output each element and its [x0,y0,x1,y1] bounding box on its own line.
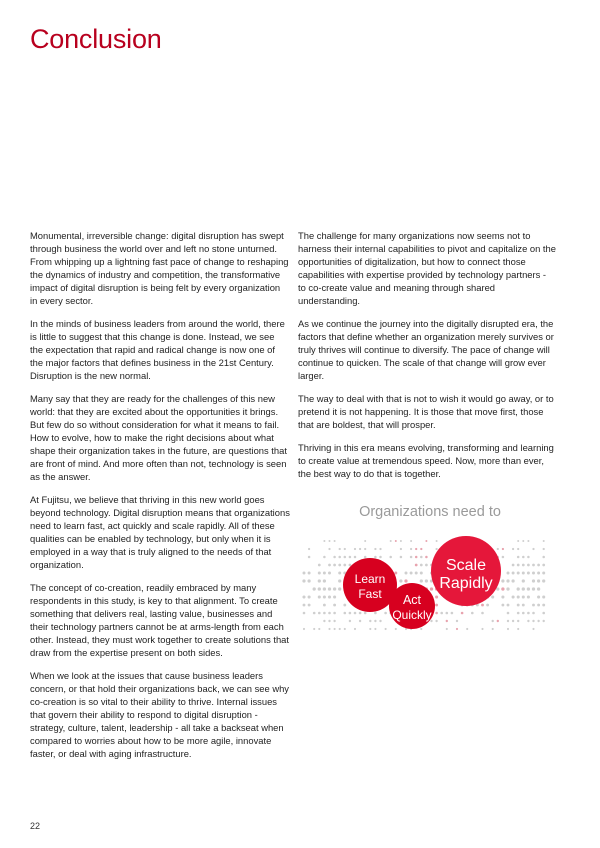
paragraph: In the minds of business leaders from around the world, there is little to suggest that this change is done. Instead, we see the expectation that rapid and radical change is now one of the major factors that defines business in the 21st Century. Disruption is the new normal. [30,318,285,381]
rapidly-label: Rapidly [439,575,493,592]
halftone-dot [542,556,545,559]
halftone-dot [501,595,504,598]
halftone-dot [323,595,326,598]
halftone-dot [471,612,474,615]
halftone-dot [338,564,341,567]
halftone-dot [334,540,336,542]
halftone-dot [517,587,520,590]
halftone-dot [338,572,341,575]
halftone-dot [532,620,534,622]
left-column [30,229,290,770]
halftone-dot [451,612,454,615]
halftone-dot [395,540,397,542]
halftone-dot [303,604,306,607]
halftone-dot [501,579,504,582]
halftone-dot [527,572,530,575]
halftone-dot [522,612,525,615]
paragraph: At Fujitsu, we believe that thriving in this new world goes beyond technology. Digital disruption means that organizations need to learn fast, act quickly and scale rapidly. All of these qualities can be enabled by technology, but only when it is employed in a way that is truly aligned to the needs of that organization. [30,494,290,570]
halftone-dot [461,612,464,615]
halftone-dot [354,628,356,630]
halftone-dot [537,595,540,598]
halftone-dot [542,604,545,607]
halftone-dot [543,620,545,622]
figure-title: Organizations need to [359,504,501,520]
halftone-dot [374,556,377,559]
paragraph: Many say that they are ready for the challenges of this new world: that they are excited about the opportunities it brings. But few do so without consideration for what it means to fail. How to evolve, how to make the right decisions about what shape their organization takes in the future, are questions that are front of mind. And more often than not, technology is seen as the answer. [30,393,287,482]
halftone-dot [425,540,427,542]
halftone-dot [344,628,346,630]
halftone-dot [354,612,357,615]
halftone-dot [456,620,458,622]
halftone-dot [445,612,448,615]
halftone-dot [517,628,519,630]
halftone-dot [466,628,468,630]
halftone-dot [527,587,530,590]
halftone-dot [542,595,545,598]
halftone-dot [420,628,422,630]
halftone-dot [303,612,306,615]
halftone-dot [537,564,540,567]
halftone-dot [517,612,520,615]
halftone-dot [481,612,484,615]
halftone-dot [328,548,330,550]
halftone-dot [302,579,305,582]
halftone-dot [410,572,413,575]
halftone-dot [338,579,341,582]
halftone-dot [435,620,437,622]
halftone-dot [511,579,514,582]
halftone-dot [385,628,387,630]
halftone-dot [537,604,540,607]
halftone-dot [318,628,320,630]
halftone-dot [542,564,545,567]
halftone-dot [507,572,510,575]
halftone-dot [333,612,336,615]
halftone-dot [502,548,504,550]
halftone-dot [527,595,530,598]
halftone-dot [318,579,321,582]
halftone-dot [302,595,305,598]
halftone-dot [527,540,529,542]
halftone-dot [359,620,361,622]
halftone-dot [420,548,422,550]
halftone-dot [318,595,321,598]
halftone-dot [410,548,412,550]
halftone-dot [522,579,525,582]
halftone-dot [395,628,397,630]
halftone-dot [328,595,331,598]
halftone-dot [379,620,381,622]
halftone-dot [522,556,525,559]
halftone-dot [323,612,326,615]
halftone-dot [415,564,418,567]
halftone-dot [517,572,520,575]
halftone-dot [527,556,530,559]
halftone-dot [374,612,377,615]
halftone-dot [333,556,336,559]
halftone-dot [308,595,311,598]
halftone-dot [334,628,336,630]
halftone-dot [404,579,407,582]
halftone-dot [328,620,330,622]
halftone-dot [542,572,545,575]
paragraph: Thriving in this era means evolving, transforming and learning to create value at tremendous speed. Now, more than ever, the best way to do that is together. [298,442,554,479]
halftone-dot [532,628,534,630]
halftone-dot [492,628,494,630]
halftone-dot [517,564,520,567]
halftone-dot [481,628,483,630]
halftone-dot [501,604,504,607]
quickly-label: Quickly [392,608,432,622]
halftone-dot [323,604,326,607]
halftone-dot [435,604,438,607]
halftone-dot [446,620,448,622]
circle-learn-fast [343,558,397,612]
halftone-dot [415,556,418,559]
halftone-dot [364,540,366,542]
halftone-dot [410,556,413,559]
right-column [298,229,556,490]
halftone-dot [543,548,545,550]
halftone-dot [507,612,510,615]
halftone-dot [308,548,310,550]
halftone-dot [436,540,438,542]
halftone-dot [425,556,428,559]
halftone-dot [440,612,443,615]
halftone-dot [522,572,525,575]
halftone-dot [517,556,520,559]
halftone-dot [537,579,540,582]
halftone-dot [456,628,458,630]
halftone-dot [359,612,362,615]
halftone-dot [379,556,382,559]
halftone-dot [512,572,515,575]
halftone-dot [415,572,418,575]
halftone-dot [512,620,514,622]
halftone-dot [517,540,519,542]
halftone-dot [313,612,316,615]
halftone-dot [328,628,330,630]
halftone-dot [420,579,423,582]
halftone-dot [344,556,347,559]
halftone-dot [502,556,505,559]
halftone-dot [481,604,484,607]
halftone-dot [328,587,331,590]
halftone-dot [364,556,367,559]
halftone-dot [323,540,325,542]
circle-act-quickly [389,583,435,629]
halftone-dot [435,595,438,598]
halftone-dot [399,579,402,582]
halftone-dot [522,540,524,542]
halftone-dot [435,548,437,550]
halftone-dot [339,548,341,550]
halftone-dot [522,564,525,567]
halftone-dot [328,564,331,567]
halftone-dot [512,595,515,598]
halftone-dot [537,620,539,622]
halftone-dot [308,572,311,575]
halftone-dot [303,572,306,575]
halftone-dot [543,540,545,542]
halftone-dot [333,595,336,598]
halftone-dot [323,572,326,575]
halftone-dot [425,579,428,582]
halftone-dot [497,620,499,622]
halftone-dot [328,540,330,542]
halftone-dot [527,620,529,622]
halftone-dot [400,540,402,542]
halftone-dot [410,540,412,542]
halftone-dot [323,620,325,622]
halftone-dot [333,604,336,607]
halftone-dot [400,556,403,559]
halftone-dot [338,587,341,590]
halftone-dot [522,604,525,607]
halftone-dot [507,620,509,622]
learn-label: Learn [354,572,386,586]
halftone-dot [497,548,499,550]
halftone-dot [374,548,376,550]
halftone-dot [308,604,311,607]
halftone-dot [354,556,357,559]
halftone-dot [303,628,305,630]
halftone-dot [323,556,326,559]
halftone-dot [333,620,335,622]
halftone-dot [420,564,423,567]
halftone-dot [522,595,525,598]
halftone-dot [374,620,376,622]
halftone-dot [374,628,376,630]
halftone-dot [389,556,392,559]
halftone-dot [344,548,346,550]
halftone-dot [492,620,494,622]
halftone-dot [313,628,315,630]
halftone-dot [400,548,402,550]
halftone-dot [318,572,321,575]
halftone-dot [390,540,392,542]
circle-scale-rapidly [431,536,501,606]
halftone-dot [501,587,504,590]
halftone-dot [512,548,514,550]
page-title: Conclusion [30,24,162,54]
halftone-dot [512,564,515,567]
halftone-dot [517,595,520,598]
halftone-dot [517,620,519,622]
act-label: Act [402,593,422,607]
halftone-dot [507,604,510,607]
halftone-dot [354,548,356,550]
halftone-dot [435,612,438,615]
halftone-dot [446,628,448,630]
halftone-dot [349,620,351,622]
halftone-dot [537,587,540,590]
paragraph: Monumental, irreversible change: digital disruption has swept through business the world over and left no stone unturned. From whipping up a lightning fast pace of change to reshaping the dynamics of industry and competition, the transformative impact of digital disruption is being felt by every organization in every sector. [30,230,289,306]
halftone-dot [369,628,371,630]
halftone-dot [364,612,367,615]
halftone-dot [369,620,371,622]
halftone-dot [318,564,321,567]
halftone-dot [379,548,381,550]
paragraph: As we continue the journey into the digitally disrupted era, the factors that define whether an organization merely survives or truly thrives will continue to diversify. The pace of change will continue to quicken. The scale of that change will grow ever larger. [298,318,554,381]
halftone-dot [532,548,534,550]
halftone-dot [343,564,346,567]
paragraph: The concept of co-creation, readily embraced by many respondents in this study, is key to that alignment. To create something that delivers real, lasting value, businesses and their technology partners cannot be at arms-length from each other. Instead, they must work together to create solutions that draw from the expertise present on both sides. [30,582,289,658]
halftone-dot [532,564,535,567]
paragraph: The way to deal with that is not to wish it would go away, or to pretend it is not happening. It is those that move first, those that are boldest, that will prosper. [298,393,554,430]
halftone-dot [532,612,535,615]
halftone-dot [328,612,331,615]
halftone-dot [323,587,326,590]
page-number: 22 [30,821,41,831]
halftone-dot [328,572,331,575]
halftone-dot [307,579,310,582]
halftone-dot [333,564,336,567]
halftone-dot [532,604,535,607]
halftone-dot [333,587,336,590]
halftone-dot [308,556,311,559]
halftone-dot [537,572,540,575]
halftone-dot [491,595,494,598]
halftone-dot [420,556,423,559]
halftone-dot [343,612,346,615]
halftone-dot [313,587,316,590]
halftone-dot [364,548,366,550]
halftone-dot [430,587,433,590]
halftone-dot [522,587,525,590]
halftone-dot [486,604,489,607]
halftone-dot [318,587,321,590]
halftone-dot [384,612,387,615]
organizations-figure [300,527,550,647]
paragraph: When we look at the issues that cause business leaders concern, or that hold their organizations back, we can see why co-creation is so vital to their ability to thrive. Internal issues that govern their ability to respond to digital disruption - strategy, culture, talent, leadership - all take a backseat when compared to worries about how to be more agile, innovate faster, or deal with aging infrastructure. [30,670,289,759]
halftone-dot [527,612,530,615]
paragraph: The challenge for many organizations now seems not to harness their internal capabilities to pivot and capitalize on the opportunities of digitalization, but how to connect those capabilities with expertise provided by technology partners - to co-create value and meaning through shared understanding. [298,230,556,306]
halftone-dot [542,612,545,615]
halftone-dot [405,572,408,575]
halftone-dot [420,572,423,575]
halftone-dot [542,579,545,582]
halftone-dot [415,548,417,550]
halftone-dot [349,612,352,615]
halftone-dot [517,604,520,607]
halftone-dot [343,604,346,607]
halftone-dot [532,587,535,590]
halftone-dot [359,548,361,550]
halftone-dot [506,587,509,590]
fast-label: Fast [358,587,382,601]
halftone-dot [507,628,509,630]
halftone-dot [527,564,530,567]
halftone-dot [517,548,519,550]
halftone-dot [532,572,535,575]
halftone-dot [506,579,509,582]
halftone-dot [532,579,535,582]
halftone-dot [394,572,397,575]
halftone-dot [339,628,341,630]
halftone-dot [349,556,352,559]
scale-label: Scale [445,557,487,574]
halftone-dot [318,612,321,615]
halftone-dot [338,556,341,559]
halftone-dot [425,564,428,567]
halftone-dot [323,579,326,582]
